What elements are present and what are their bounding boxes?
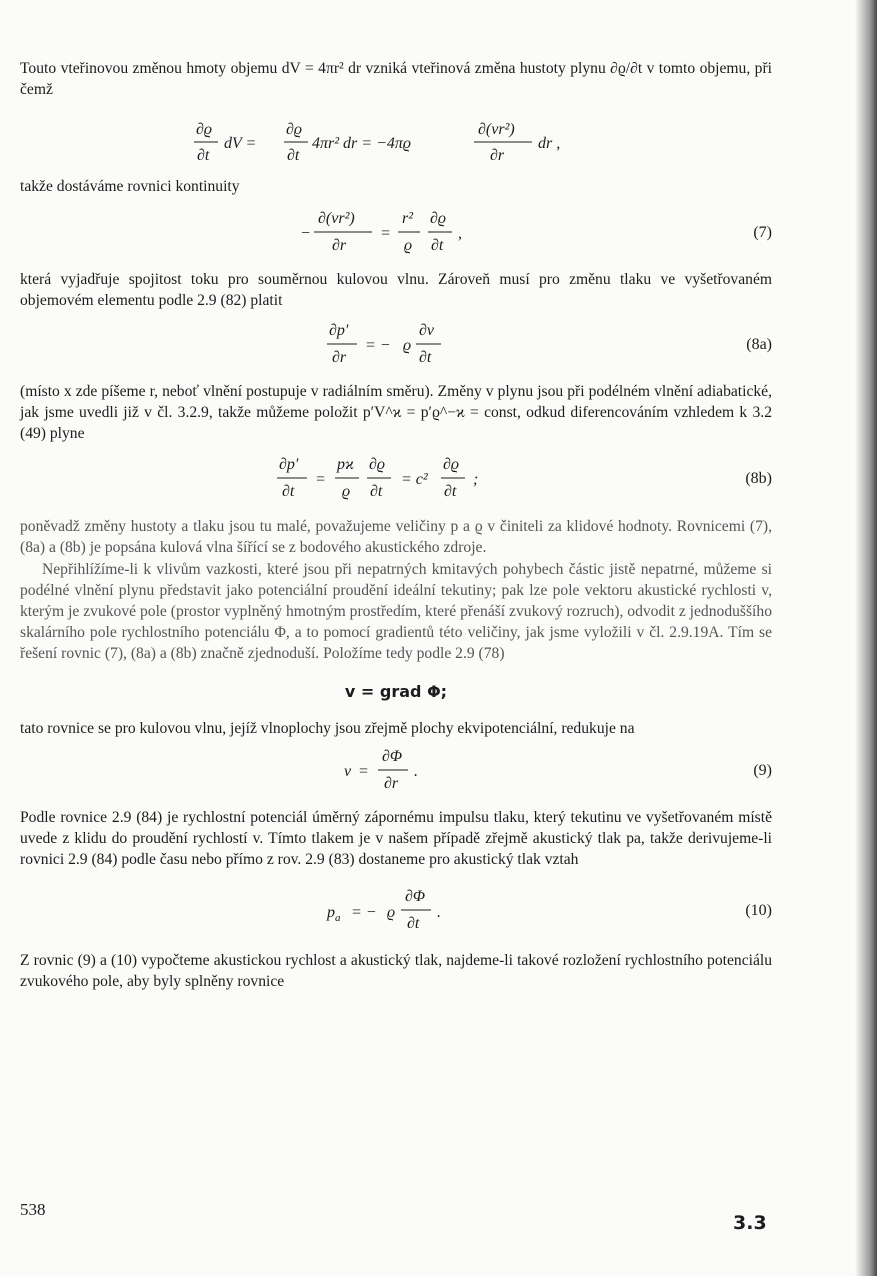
equation-8a-svg xyxy=(321,317,471,373)
svg-text:−: − xyxy=(300,225,311,242)
equation-number-8a: (8a) xyxy=(746,336,772,353)
svg-text:= c²: = c² xyxy=(401,471,428,488)
paragraph-9: Z rovnic (9) a (10) vypočteme akustickou rychlost a akustický tlak, najdeme-li takové rozložení rychlostního potenciálu zvukového pole, aby byly splněny rovnice xyxy=(20,952,772,990)
svg-text:∂(vr²): ∂(vr²) xyxy=(318,210,355,227)
svg-text:∂t: ∂t xyxy=(287,147,300,164)
svg-text:∂(vr²): ∂(vr²) xyxy=(478,121,515,138)
svg-text:=: = xyxy=(380,225,391,242)
equation-10-svg xyxy=(321,880,471,942)
svg-text:∂ϱ: ∂ϱ xyxy=(286,121,303,138)
section-number: 3.3 xyxy=(733,1212,767,1234)
equation-7-svg xyxy=(296,205,496,261)
equation-velocity-gradient: v = grad Φ; xyxy=(344,682,448,701)
svg-text:∂r: ∂r xyxy=(490,147,505,164)
svg-text:∂ϱ: ∂ϱ xyxy=(369,456,386,473)
equation-number-9: (9) xyxy=(753,762,772,779)
svg-text:dV =: dV = xyxy=(224,135,257,152)
svg-text:∂t: ∂t xyxy=(444,483,457,500)
equation-density-change xyxy=(20,112,772,172)
svg-text:=: = xyxy=(358,763,369,780)
equation-8b xyxy=(20,450,772,508)
equation-9 xyxy=(20,745,772,797)
svg-text:∂Φ: ∂Φ xyxy=(382,748,403,765)
svg-text:pa: $p_a$ xyxy=(327,904,341,924)
book-page xyxy=(20,58,772,992)
paragraph-3: která vyjadřuje spojitost toku pro souměrnou kulovou vlnu. Zároveň musí pro změnu tlaku ve vyšetřovaném objemovém elementu podle 2.9 (82) platit xyxy=(20,271,772,309)
equation-number-10: (10) xyxy=(745,902,772,919)
svg-text:∂v: ∂v xyxy=(419,322,435,339)
svg-text:∂ϱ: ∂ϱ xyxy=(443,456,460,473)
paragraph-6: Nepřihlížíme-li k vlivům vazkosti, které jsou při nepatrných kmitavých pohybech částic jistě nepatrné, můžeme si podélné vlnění plynu představit jako potenciální proudění ideální tekutiny; pak lze pole vektoru akustické rychlosti v, kterým je zvukové pole (prostor vyplněný hmotným prostředím, které přenáší zvukový rozruch), odvodit z jednoduššího skalárního pole rychlostního potenciálu Φ, a to pomocí gradientů této veličiny, jak jsme vyložili v čl. 2.9.19A. Tím se řešení rovnic (7), (8a) a (8b) značně zjednoduší. Položíme tedy podle 2.9 (78) xyxy=(20,561,772,662)
equation-9-svg xyxy=(336,745,456,797)
svg-text:.: . xyxy=(414,763,418,780)
equation-10 xyxy=(20,880,772,942)
equation-number-8b: (8b) xyxy=(745,470,772,487)
svg-text:ϱ: ϱ xyxy=(387,904,396,921)
paragraph-7: tato rovnice se pro kulovou vlnu, jejíž vlnoplochy jsou zřejmě plochy ekvipotenciální, redukuje na xyxy=(20,720,635,737)
paragraph-2: takže dostáváme rovnici kontinuity xyxy=(20,178,240,195)
svg-text:∂r: ∂r xyxy=(384,775,399,792)
svg-text:;: ; xyxy=(473,471,479,488)
svg-text:∂ϱ: ∂ϱ xyxy=(196,121,213,138)
page-edge-shadow xyxy=(855,0,877,1276)
svg-text:∂t: ∂t xyxy=(370,483,383,500)
svg-text:= −: = − xyxy=(351,904,377,921)
svg-text:ϱ: ϱ xyxy=(404,237,413,254)
paragraph-4: (místo x zde píšeme r, neboť vlnění postupuje v radiálním směru). Změny v plynu jsou při podélném vlnění adiabatické, jak jsme uvedli již v čl. 3.2.9, takže můžeme položit p′V^ϰ = p′ϱ^−ϰ = const, odkud diferencováním vzhledem k 3.2 (49) plyne xyxy=(20,383,772,442)
svg-text:r²: r² xyxy=(402,210,414,227)
svg-text:∂t: ∂t xyxy=(419,349,432,366)
svg-text:,: , xyxy=(458,225,462,242)
svg-text:∂r: ∂r xyxy=(332,237,347,254)
svg-text:pϰ: pϰ xyxy=(337,456,354,473)
svg-text:.: . xyxy=(437,904,441,921)
svg-text:∂t: ∂t xyxy=(407,915,420,932)
page-number: 538 xyxy=(20,1200,46,1219)
svg-text:∂r: ∂r xyxy=(332,349,347,366)
svg-text:∂p′: ∂p′ xyxy=(329,322,349,339)
paragraph-8: Podle rovnice 2.9 (84) je rychlostní potenciál úměrný zápornému impulsu tlaku, který tekutinu ve vyšetřovaném místě uvede z klidu do proudění rychlostí v. Tímto tlakem je v našem případě zřejmě akustický tlak pa, takže derivujeme-li rovnici 2.9 (84) podle času nebo přímo z rov. 2.9 (83) dostaneme pro akustický tlak vztah xyxy=(20,809,772,868)
svg-text:∂p′: ∂p′ xyxy=(279,456,299,473)
svg-text:= −: = − xyxy=(365,337,391,354)
svg-text:∂t: ∂t xyxy=(431,237,444,254)
svg-text:∂ϱ: ∂ϱ xyxy=(430,210,447,227)
paragraph-1: Touto vteřinovou změnou hmoty objemu dV = 4πr² dr vzniká vteřinová změna hustoty plynu ∂ϱ/∂t v tomto objemu, při čemž xyxy=(20,60,772,98)
svg-text:∂t: ∂t xyxy=(197,147,210,164)
equation-8a xyxy=(20,317,772,373)
equation-density-change-svg xyxy=(186,112,606,172)
svg-text:∂Φ: ∂Φ xyxy=(405,888,426,905)
svg-text:ϱ: ϱ xyxy=(342,483,351,500)
equation-7 xyxy=(20,205,772,261)
svg-text:dr ,: dr , xyxy=(538,135,561,152)
equation-number-7: (7) xyxy=(753,224,772,241)
equation-8b-svg xyxy=(271,450,521,508)
svg-text:ϱ: ϱ xyxy=(403,337,412,354)
svg-text:v: v xyxy=(344,763,352,780)
svg-text:=: = xyxy=(315,471,326,488)
svg-text:∂t: ∂t xyxy=(282,483,295,500)
svg-text:4πr² dr = −4πϱ: 4πr² dr = −4πϱ xyxy=(312,135,412,152)
paragraph-5: poněvadž změny hustoty a tlaku jsou tu malé, považujeme veličiny p a ϱ v činiteli za klidové hodnoty. Rovnicemi (7), (8a) a (8b) je popsána kulová vlna šířící se z bodového akustického zdroje. xyxy=(20,518,772,556)
